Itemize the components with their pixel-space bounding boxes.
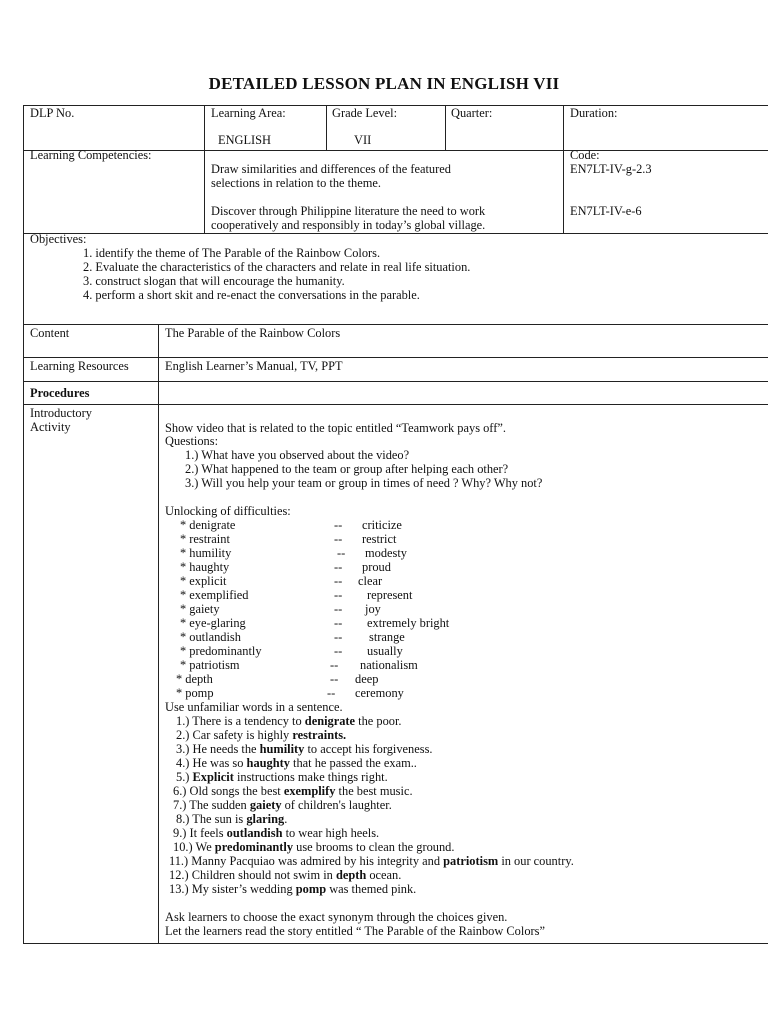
intro-label: Introductory — [30, 406, 92, 420]
question-item: 2.) What happened to the team or group after helping each other? — [185, 462, 509, 476]
read-instruction: Let the learners read the story entitled “ The Parable of the Rainbow Colors” — [165, 924, 545, 938]
vocab-word: * humility — [180, 546, 232, 560]
dlp-label: DLP No. — [30, 106, 75, 120]
sentence-item: 8.) The sun is glaring. — [176, 812, 288, 826]
objective-item: 1. identify the theme of The Parable of the Rainbow Colors. — [83, 246, 381, 260]
vocab-word: * explicit — [180, 574, 227, 588]
objectives-label: Objectives: — [30, 232, 87, 246]
document-title: DETAILED LESSON PLAN IN ENGLISH VII — [208, 74, 560, 93]
vocab-sep: -- — [334, 588, 343, 602]
vocab-word: * eye-glaring — [180, 616, 246, 630]
vocab-sep: -- — [334, 574, 343, 588]
vocab-meaning: nationalism — [360, 658, 418, 672]
question-item: 1.) What have you observed about the video? — [185, 448, 410, 462]
vocab-sep: -- — [334, 644, 343, 658]
ask-instruction: Ask learners to choose the exact synonym through the choices given. — [165, 910, 508, 924]
vocab-sep: -- — [334, 630, 343, 644]
vocab-word: * depth — [176, 672, 213, 686]
video-instruction: Show video that is related to the topic entitled “Teamwork pays off”. — [165, 421, 506, 435]
vocab-meaning: modesty — [365, 546, 407, 560]
vocab-sep: -- — [334, 560, 343, 574]
duration-label: Duration: — [570, 106, 618, 120]
competency-line: selections in relation to the theme. — [211, 176, 381, 190]
intro-label: Activity — [30, 420, 71, 434]
vocab-sep: -- — [330, 658, 339, 672]
competency-line: Draw similarities and differences of the featured — [211, 162, 451, 176]
vocab-meaning: strange — [369, 630, 405, 644]
vocab-meaning: clear — [358, 574, 383, 588]
vocab-meaning: joy — [365, 602, 381, 616]
sentence-item: 12.) Children should not swim in depth ocean. — [169, 868, 402, 882]
vocab-sep: -- — [334, 602, 343, 616]
vocab-sep: -- — [334, 518, 343, 532]
vocab-word: * restraint — [180, 532, 230, 546]
vocab-sep: -- — [327, 686, 336, 700]
content-label: Content — [30, 326, 70, 340]
vocab-meaning: extremely bright — [367, 616, 450, 630]
vocab-word: * gaiety — [180, 602, 220, 616]
vocab-meaning: usually — [367, 644, 403, 658]
quarter-label: Quarter: — [451, 106, 493, 120]
learning-area-label: Learning Area: — [211, 106, 286, 120]
vocab-meaning: deep — [355, 672, 379, 686]
sentence-item: 3.) He needs the humility to accept his forgiveness. — [176, 742, 433, 756]
sentence-item: 6.) Old songs the best exemplify the best music. — [173, 784, 413, 798]
vocab-meaning: ceremony — [355, 686, 404, 700]
sentence-item: 4.) He was so haughty that he passed the exam.. — [176, 756, 417, 770]
sentence-item: 1.) There is a tendency to denigrate the poor. — [176, 714, 402, 728]
code-label: Code: — [570, 148, 600, 162]
code-value: EN7LT-IV-g-2.3 — [570, 162, 652, 176]
vocab-sep: -- — [334, 616, 343, 630]
competency-line: Discover through Philippine literature the need to work — [211, 204, 486, 218]
grade-level-label: Grade Level: — [332, 106, 398, 120]
grade-level-value: VII — [354, 133, 372, 147]
objective-item: 2. Evaluate the characteristics of the characters and relate in real life situation. — [83, 260, 471, 274]
sentence-item: 7.) The sudden gaiety of children's laughter. — [173, 798, 392, 812]
objective-item: 4. perform a short skit and re-enact the conversations in the parable. — [83, 288, 420, 302]
use-words-label: Use unfamiliar words in a sentence. — [165, 700, 343, 714]
vocab-word: * exemplified — [180, 588, 249, 602]
vocab-meaning: represent — [367, 588, 413, 602]
vocab-word: * haughty — [180, 560, 230, 574]
sentence-item: 5.) Explicit instructions make things right. — [176, 770, 388, 784]
vocab-word: * predominantly — [180, 644, 262, 658]
resources-value: English Learner’s Manual, TV, PPT — [165, 359, 343, 373]
questions-label: Questions: — [165, 434, 219, 448]
learning-area-value: ENGLISH — [218, 133, 271, 147]
vocab-sep: -- — [337, 546, 346, 560]
question-item: 3.) Will you help your team or group in times of need ? Why? Why not? — [185, 476, 543, 490]
vocab-word: * denigrate — [180, 518, 236, 532]
vocab-word: * outlandish — [180, 630, 241, 644]
vocab-sep: -- — [330, 672, 339, 686]
vocab-word: * patriotism — [180, 658, 240, 672]
sentence-item: 11.) Manny Pacquiao was admired by his integrity and patriotism in our country. — [169, 854, 574, 868]
objective-item: 3. construct slogan that will encourage the humanity. — [83, 274, 345, 288]
sentence-item: 10.) We predominantly use brooms to clean the ground. — [173, 840, 455, 854]
vocab-meaning: criticize — [362, 518, 402, 532]
procedures-label: Procedures — [30, 386, 90, 400]
sentence-item: 2.) Car safety is highly restraints. — [176, 728, 347, 742]
vocab-sep: -- — [334, 532, 343, 546]
vocab-word: * pomp — [176, 686, 214, 700]
content-value: The Parable of the Rainbow Colors — [165, 326, 341, 340]
sentence-item: 9.) It feels outlandish to wear high heels. — [173, 826, 380, 840]
code-value: EN7LT-IV-e-6 — [570, 204, 642, 218]
sentence-item: 13.) My sister’s wedding pomp was themed pink. — [169, 882, 417, 896]
unlocking-label: Unlocking of difficulties: — [165, 504, 291, 518]
vocab-meaning: proud — [362, 560, 391, 574]
vocab-meaning: restrict — [362, 532, 397, 546]
competencies-label: Learning Competencies: — [30, 148, 152, 162]
competency-line: cooperatively and responsibly in today’s global village. — [211, 218, 486, 232]
resources-label: Learning Resources — [30, 359, 129, 373]
